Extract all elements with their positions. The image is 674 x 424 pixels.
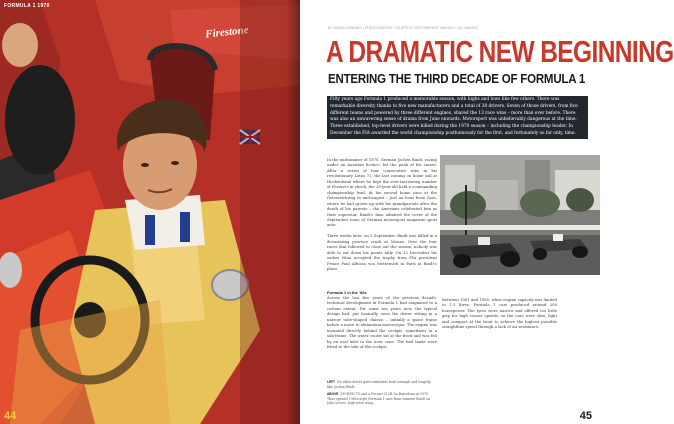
race-cars-photo <box>440 155 600 275</box>
caption-above-text: JOCHEN TO and a Ferrari 312B: In Barcelona in 1970. Thus opened 1960s-style Formula 1 cars from winners Rindt on John Lowes, high retro wing. <box>327 392 430 405</box>
credit-line: BY SIMON DOWNES | PHOTOGRAPHS: COURTESY MOTORSPORT IMAGES / LAT IMAGES <box>328 26 478 30</box>
running-header: FORMULA 1 1970 <box>4 3 50 9</box>
intro-paragraph: Fifty years ago Formula 1 produced a memorable season, with highs and lows like few others. There was remarkable diversity thanks to five new manufacturers and a total of 38 drivers. Seven of those drivers, from five different teams and powered by three different engines, shared the 13 race wins – more than ever before. There was also an unwavering sense of drama from June onwards. Motorsport was unbelievably dangerous at the time. Three established, top-level drivers were killed during the 1970 season – including the championship leader. In December the FIA awarded the world championship posthumously for the first, and fortunately so far only, time. <box>327 96 588 139</box>
section-heading: Formula 1 in the '60s <box>327 290 367 295</box>
caption-left-key: LEFT <box>327 380 335 384</box>
page-number-left: 44 <box>4 410 17 422</box>
body-paragraph-2: Three weeks later, on 5 September, Rindt was killed in a devastating practice crash at Monza. Over the four races that followed to close out the season, nobody was able to eat down his points tally. On 12 December his widow Nina accepted the trophy from FIA president Prince Paul Alfonso von Metternich in Paris in Rindt's place. <box>327 233 437 272</box>
article-subtitle: ENTERING THE THIRD DECADE OF FORMULA 1 <box>328 72 586 87</box>
body-column-3: Across the last five years of the previous decade, technical development in Formula 1 had stagnated to a certain extent. For some ten years now, the typical design had, put basically, seen the driver sitting in a narrow tube-shaped chassis – initially a space frame before a move to aluminium monocoque. The engine was mounted directly behind the cockpit, sometimes in a sub-frame. The water cooler sat at the front and was fed by an oval inlet in the nose cone. The fuel tanks were fitted to the side of the cockpit. <box>327 295 437 350</box>
right-page <box>300 0 674 424</box>
caption-above-key: ABOVE <box>327 392 339 396</box>
page-number-right: 45 <box>579 410 592 422</box>
caption-above <box>327 392 437 406</box>
driver-in-car-photo <box>0 0 300 424</box>
body-column-4: Between 1961 and 1965, when engine capacity was limited to 1.5 litres, Formula 1 cars produced around 200 horsepower. The tyres were narrow and offered too little grip for high corner speeds, so the cars were slim, light and compact at the front to achieve the highest possible straightline speed through a lack of air resistance. <box>442 297 557 330</box>
caption-left <box>327 380 437 389</box>
body-paragraph-1: In the midsummer of 1970, German Jochen Rindt, racing under an Austrian licence, hit the peak of his career. After a series of four consecutive wins in his revolutionary Lotus 72, the last coming on home soil at Hockenheim where he kept the ever-increasing number of Ferrari's in check, the 28-year-old held a commanding championship lead. At his second home race at the Österreichring in mid-August – just an hour from Graz, where he had grown up with his grandparents after the death of his parents – the Austrians celebrated him as their superstar. Rindt's fans admired the cover of the September issue of German motorsport magazine sport auto. <box>327 157 437 228</box>
gutter-shadow <box>286 0 300 424</box>
body-column-1 <box>327 157 437 272</box>
race-photo <box>440 155 600 275</box>
left-page <box>0 0 300 424</box>
caption-left-text: No other driver quite embodies both triumph and tragedy like Jochen Rindt. <box>327 380 431 389</box>
article-title: A DRAMATIC NEW BEGINNING <box>326 35 674 70</box>
firestone-lettering: Firestone <box>204 24 250 41</box>
